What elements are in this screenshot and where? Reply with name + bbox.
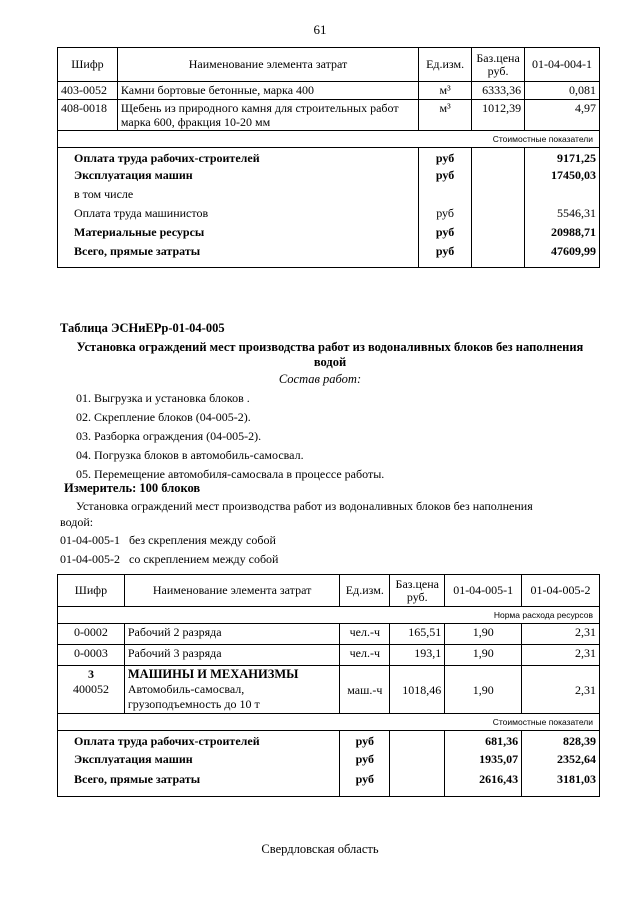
cost-value-2: 2352,64	[522, 751, 600, 771]
t1-header-unit: Ед.изм.	[419, 48, 472, 82]
cost-name: Оплата труда машинистов	[58, 205, 419, 224]
row-value-2: 2,31	[522, 624, 600, 645]
cost-unit: руб	[419, 224, 472, 243]
cost-unit	[419, 186, 472, 205]
list-item	[60, 532, 278, 548]
page-footer: Свердловская область	[261, 842, 379, 856]
row-name: Автомобиль-самосвал, грузоподъемность до 10 т	[127, 682, 260, 711]
table-1	[57, 47, 600, 268]
t2-header-unit: Ед.изм.	[340, 575, 390, 607]
t1-header-name: Наименование элемента затрат	[117, 48, 418, 82]
list-item: 03. Разборка ограждения (04-005-2).	[76, 429, 262, 443]
row-price: 6333,36	[472, 82, 525, 100]
list-item	[60, 551, 278, 567]
variant-code: 01-04-005-2	[60, 552, 120, 566]
row-code: 408-0018	[58, 100, 118, 131]
cost-unit: руб	[340, 751, 390, 771]
cost-value-1: 681,36	[445, 731, 522, 751]
variant-code: 01-04-005-1	[60, 533, 120, 547]
cost-value-2: 828,39	[522, 731, 600, 751]
cost-value: 5546,31	[525, 205, 600, 224]
work-title: Состав работ:	[278, 372, 362, 386]
cost-name: Всего, прямые затраты	[58, 771, 340, 797]
t2-header-price: Баз.цена руб.	[390, 575, 445, 607]
section-heading	[40, 340, 620, 370]
cost-value: 47609,99	[525, 243, 600, 267]
list-item: 04. Погрузка блоков в автомобиль-самосвал.	[76, 448, 304, 462]
cost-unit: руб	[419, 167, 472, 186]
cost-value-1: 1935,07	[445, 751, 522, 771]
row-code: 403-0052	[58, 82, 118, 100]
row-value: 4,97	[525, 100, 600, 131]
row-value: 0,081	[525, 82, 600, 100]
t1-header-col1: 01-04-004-1	[525, 48, 600, 82]
row-unit: м³	[419, 100, 472, 131]
row-price: 193,1	[390, 645, 445, 666]
t1-header-code: Шифр	[58, 48, 118, 82]
cost-value	[525, 186, 600, 205]
cost-value-2: 3181,03	[522, 771, 600, 797]
table-row	[58, 666, 600, 714]
cost-name: Всего, прямые затраты	[58, 243, 419, 267]
cost-unit: руб	[340, 771, 390, 797]
row-price: 1012,39	[472, 100, 525, 131]
description	[76, 498, 533, 514]
variant-list	[60, 532, 278, 567]
cost-name: Эксплуатация машин	[58, 167, 419, 186]
list-item: 05. Перемещение автомобиля-самосвала в процессе работы.	[76, 467, 385, 481]
row-name: Щебень из природного камня для строительных работ марка 600, фракция 10-20 мм	[117, 100, 418, 131]
description-line: Установка ограждений мест производства работ из водоналивных блоков без наполнения	[76, 499, 533, 513]
row-code: 0-0003	[58, 645, 125, 666]
t2-header-col1: 01-04-005-1	[445, 575, 522, 607]
row-value-2: 2,31	[522, 645, 600, 666]
machine-name-cell	[124, 666, 339, 714]
cost-value: 9171,25	[525, 148, 600, 168]
row-price: 165,51	[390, 624, 445, 645]
row-code: 0-0002	[58, 624, 125, 645]
cost-name: в том числе	[58, 186, 419, 205]
t2-header-code: Шифр	[58, 575, 125, 607]
row-price: 1018,46	[390, 666, 445, 714]
group-code: 3	[87, 667, 94, 681]
row-value-1: 1,90	[445, 645, 522, 666]
row-unit: маш.-ч	[340, 666, 390, 714]
table-row	[58, 624, 600, 645]
table-row	[58, 82, 600, 100]
t2-header-name: Наименование элемента затрат	[124, 575, 339, 607]
cost-value: 20988,71	[525, 224, 600, 243]
measure: Измеритель: 100 блоков	[64, 481, 201, 495]
variant-text: без скрепления между собой	[129, 533, 276, 547]
cost-name: Материальные ресурсы	[58, 224, 419, 243]
cost-value: 17450,03	[525, 167, 600, 186]
group-name: МАШИНЫ И МЕХАНИЗМЫ	[127, 667, 299, 681]
row-unit: чел.-ч	[340, 645, 390, 666]
step-list	[76, 390, 384, 485]
cost-value-1: 2616,43	[445, 771, 522, 797]
cost-name: Оплата труда рабочих-строителей	[58, 148, 419, 168]
heading-line: Установка ограждений мест производства работ из водоналивных блоков без наполнения	[76, 340, 584, 354]
row-name: Камни бортовые бетонные, марка 400	[117, 82, 418, 100]
row-value-1: 1,90	[445, 666, 522, 714]
list-item: 02. Скрепление блоков (04-005-2).	[76, 410, 251, 424]
table-row	[58, 100, 600, 131]
page-number: 61	[313, 22, 327, 37]
cost-header: Стоимостные показатели	[58, 714, 600, 731]
row-unit: чел.-ч	[340, 624, 390, 645]
table-title: Таблица ЭСНиЕРр-01-04-005	[60, 321, 225, 335]
cost-header: Стоимостные показатели	[58, 131, 600, 148]
description-line: водой:	[60, 515, 94, 529]
row-code: 400052	[72, 682, 109, 696]
heading-line: водой	[313, 355, 347, 369]
row-unit: м³	[419, 82, 472, 100]
row-value-2: 2,31	[522, 666, 600, 714]
variant-text: со скреплением между собой	[129, 552, 279, 566]
t2-header-col2: 01-04-005-2	[522, 575, 600, 607]
row-name: Рабочий 3 разряда	[124, 645, 339, 666]
list-item: 01. Выгрузка и установка блоков .	[76, 391, 250, 405]
cost-name: Эксплуатация машин	[58, 751, 340, 771]
cost-unit: руб	[419, 243, 472, 267]
table-2	[57, 574, 600, 797]
machine-code-cell	[58, 666, 125, 714]
row-value-1: 1,90	[445, 624, 522, 645]
cost-name: Оплата труда рабочих-строителей	[58, 731, 340, 751]
norm-header: Норма расхода ресурсов	[58, 607, 600, 624]
t1-header-price: Баз.цена руб.	[472, 48, 525, 82]
cost-unit: руб	[419, 205, 472, 224]
table-row	[58, 645, 600, 666]
row-name: Рабочий 2 разряда	[124, 624, 339, 645]
cost-unit: руб	[419, 148, 472, 168]
cost-unit: руб	[340, 731, 390, 751]
